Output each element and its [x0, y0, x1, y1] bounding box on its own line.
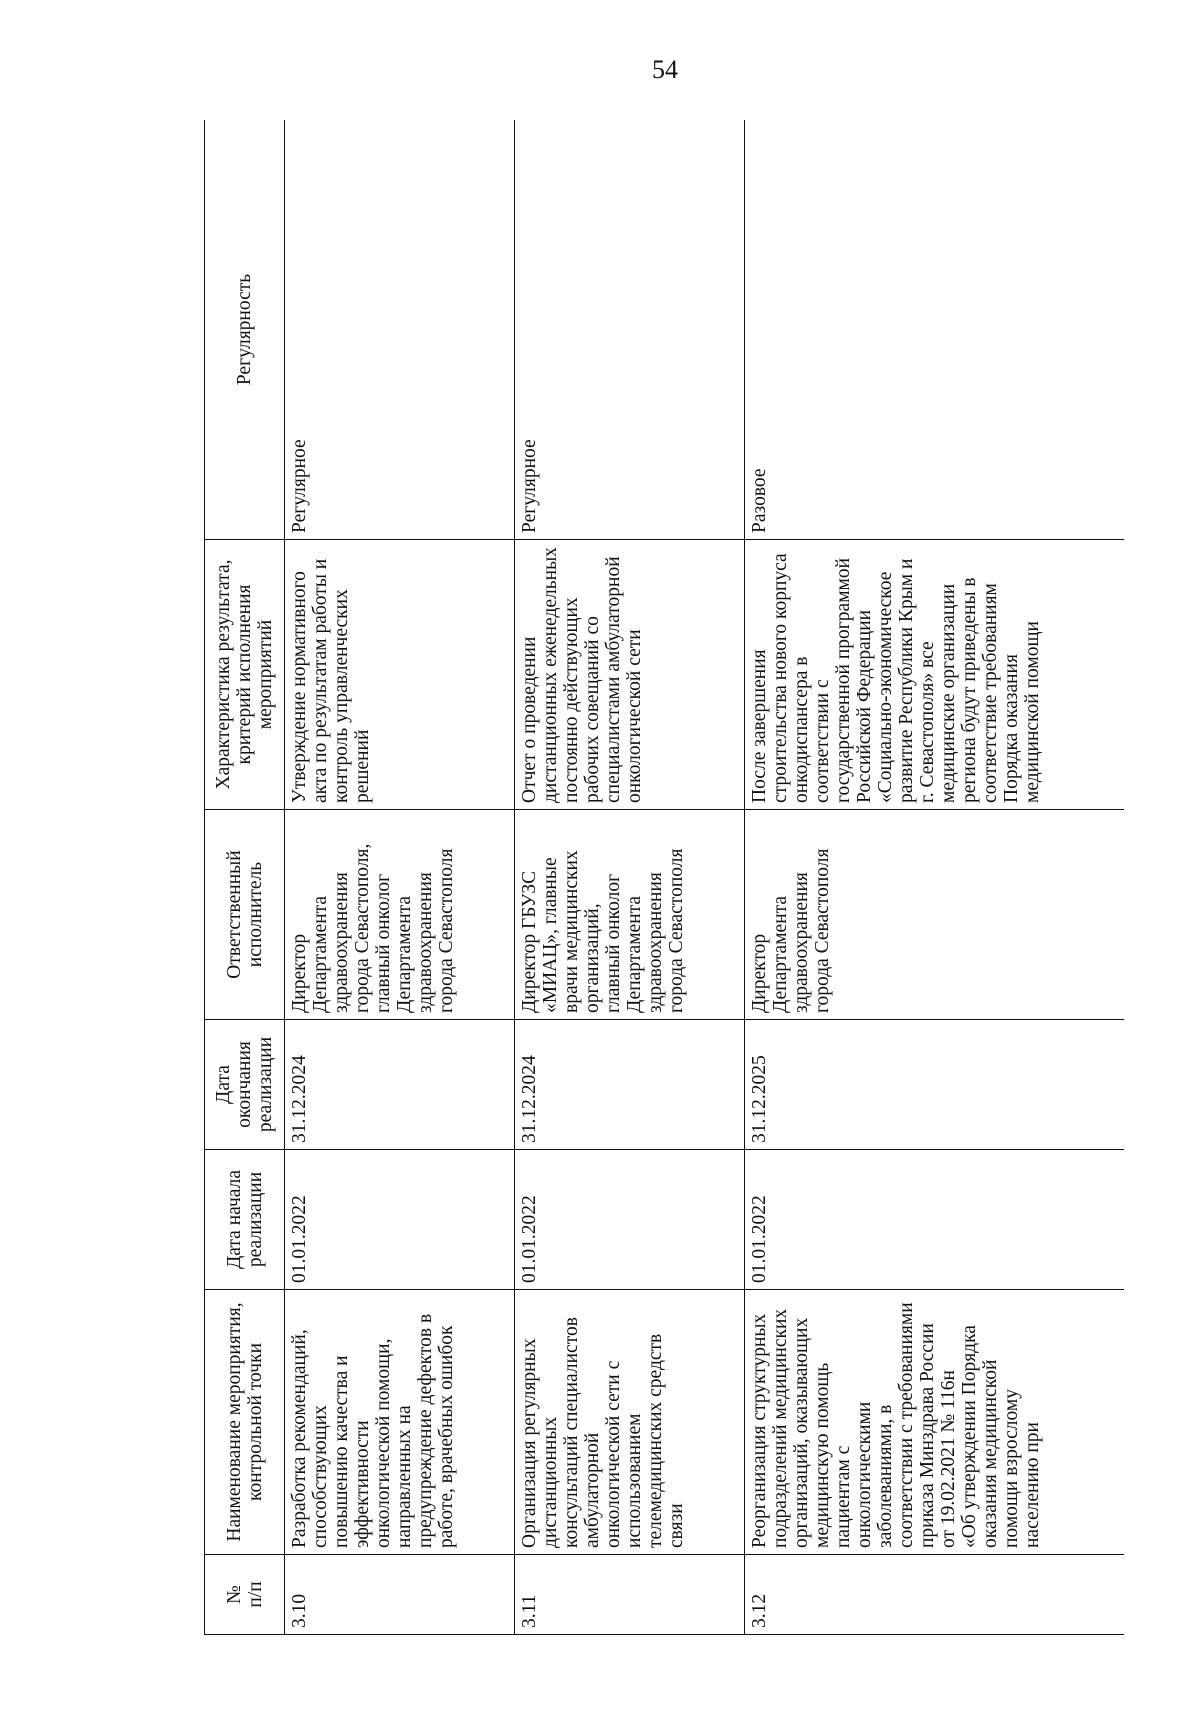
table-container: [204, 120, 1124, 1635]
header-regularity: Регулярность: [205, 120, 285, 540]
cell-regularity: Разовое: [745, 120, 1125, 540]
header-responsible: Ответственный исполнитель: [205, 810, 285, 1020]
header-result: Характеристика результата, критерий исполнения мероприятий: [205, 540, 285, 810]
cell-responsible: Директор Департамента здравоохранения города Севастополя: [745, 810, 1125, 1020]
cell-start: 01.01.2022: [515, 1150, 745, 1290]
table-row: [285, 120, 515, 1635]
page-number: 54: [652, 55, 678, 84]
header-num: № п/п: [205, 1555, 285, 1635]
cell-result: Отчет о проведении дистанционных еженедельных постоянно действующих рабочих совещаний со специалистами амбулаторной онкологической сети: [515, 540, 745, 810]
cell-end: 31.12.2024: [515, 1020, 745, 1150]
cell-start: 01.01.2022: [285, 1150, 515, 1290]
header-name: Наименование мероприятия, контрольной точки: [205, 1290, 285, 1555]
cell-responsible: Директор ГБУЗС «МИАЦ», главные врачи медицинских организаций, главный онколог Департамента здравоохранения города Севастополя: [515, 810, 745, 1020]
cell-result: Утверждение нормативного акта по результатам работы и контроль управленческих решений: [285, 540, 515, 810]
cell-end: 31.12.2024: [285, 1020, 515, 1150]
events-table: [204, 120, 1124, 1635]
cell-responsible: Директор Департамента здравоохранения города Севастополя, главный онколог Департамента здравоохранения города Севастополя: [285, 810, 515, 1020]
cell-regularity: Регулярное: [285, 120, 515, 540]
cell-name: Реорганизация структурных подразделений медицинских организаций, оказывающих медицинскую помощь пациентам с онкологическими заболеваниями, в соответствии с требованиями приказа Минздрава России от 19.02.2021 № 116н «Об утверждении Порядка оказания медицинской помощи взрослому населению при: [745, 1290, 1125, 1555]
header-end: Дата окончания реализации: [205, 1020, 285, 1150]
cell-num: 3.11: [515, 1555, 745, 1635]
cell-end: 31.12.2025: [745, 1020, 1125, 1150]
rotated-table-frame: [204, 120, 1124, 1635]
header-start: Дата начала реализации: [205, 1150, 285, 1290]
cell-num: 3.12: [745, 1555, 1125, 1635]
table-row: [745, 120, 1125, 1635]
cell-result: После завершения строительства нового корпуса онкодиспансера в соответствии с государственной программой Российской Федерации «Социально-экономическое развитие Республики Крым и г. Севастополя» все медицинские организации региона будут приведены в соответствие требованиям Порядка оказания медицинской помощи: [745, 540, 1125, 810]
table-row: [515, 120, 745, 1635]
cell-name: Организация регулярных дистанционных консультаций специалистов амбулаторной онкологической сети с использованием телемедицинских средств связи: [515, 1290, 745, 1555]
cell-regularity: Регулярное: [515, 120, 745, 540]
table-header-row: [205, 120, 285, 1635]
cell-num: 3.10: [285, 1555, 515, 1635]
cell-start: 01.01.2022: [745, 1150, 1125, 1290]
cell-name: Разработка рекомендаций, способствующих повышению качества и эффективности онкологической помощи, направленных на предупреждение дефектов в работе, врачебных ошибок: [285, 1290, 515, 1555]
